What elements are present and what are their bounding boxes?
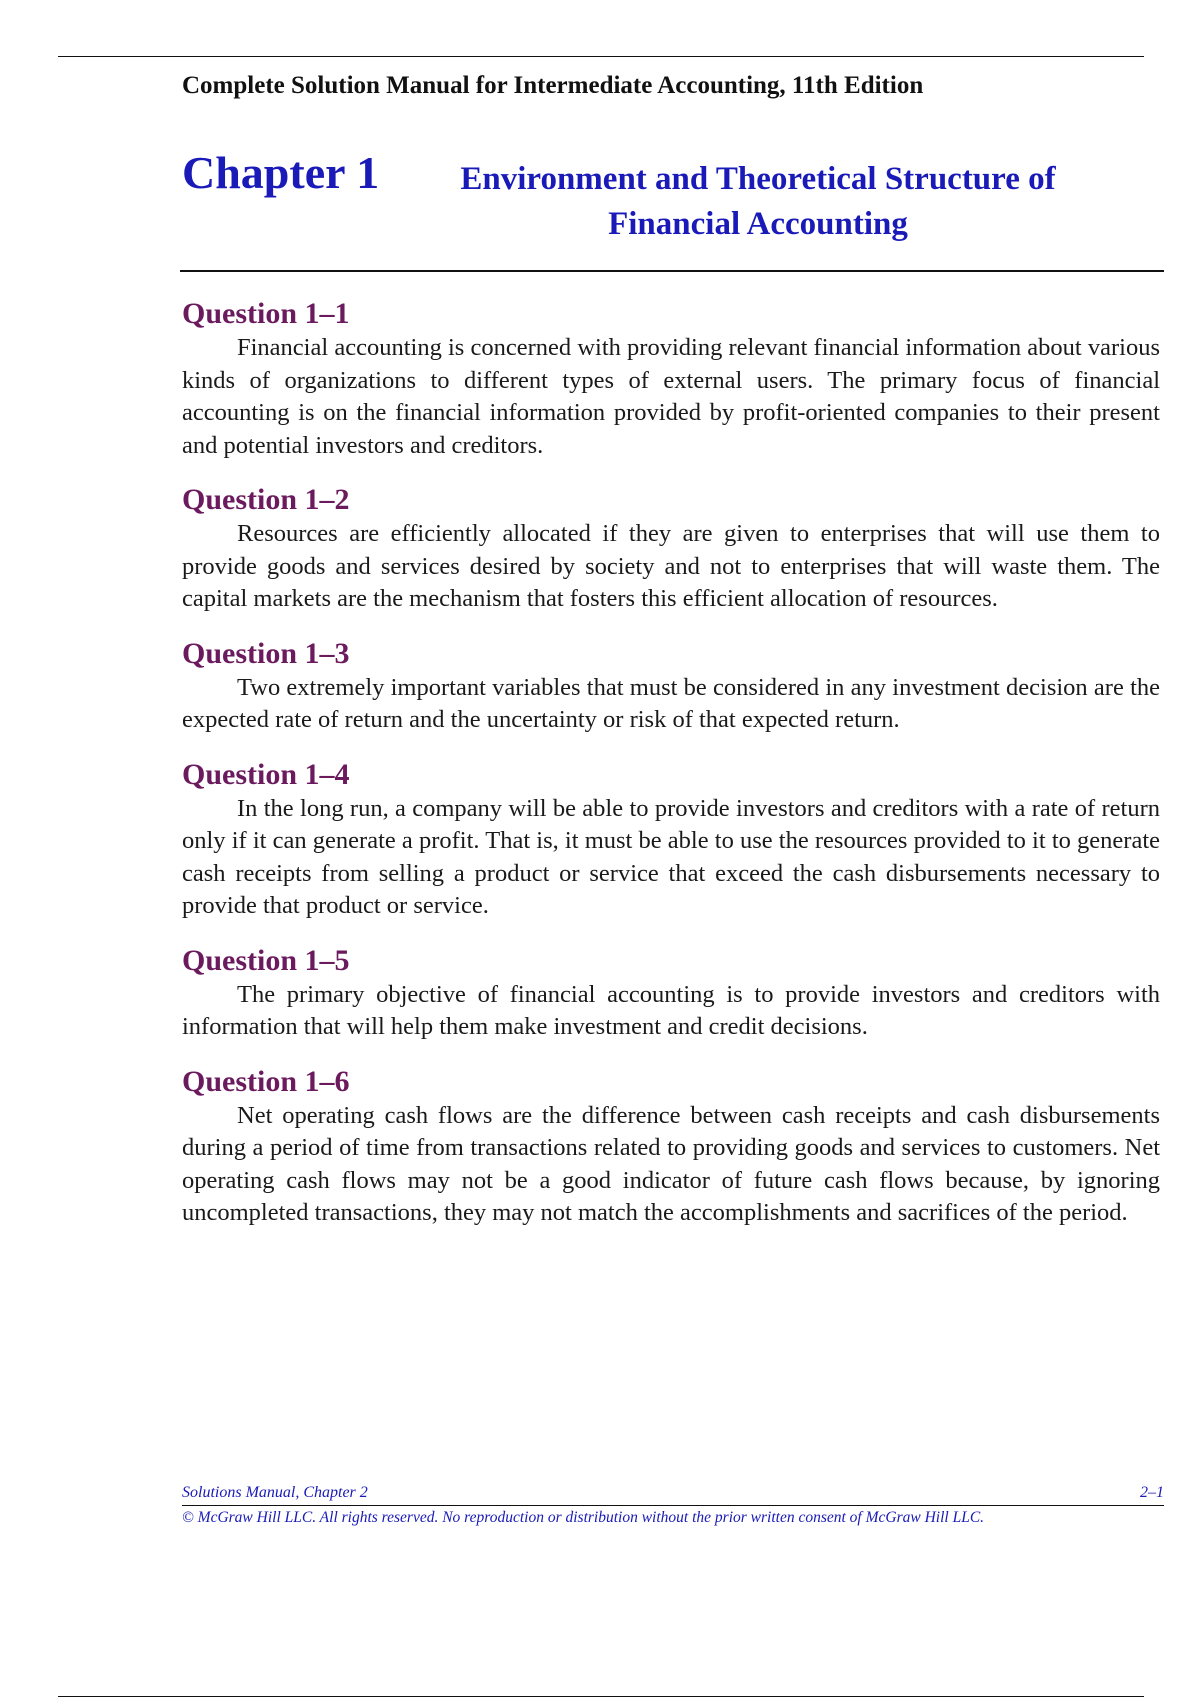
question-1-5 (182, 943, 1160, 1044)
question-heading: Question 1–3 (182, 636, 350, 670)
chapter-label: Chapter 1 (182, 147, 380, 198)
bottom-rule (58, 1696, 1144, 1697)
question-heading: Question 1–6 (182, 1064, 350, 1098)
question-heading: Question 1–5 (182, 943, 350, 977)
chapter-divider (180, 270, 1164, 272)
question-heading: Question 1–4 (182, 757, 350, 791)
question-answer: Two extremely important variables that must be considered in any investment decision are the expected rate of return and the uncertainty or risk of that expected return. (182, 673, 1160, 733)
question-1-4 (182, 757, 1160, 923)
top-rule (58, 56, 1144, 57)
question-answer: Resources are efficiently allocated if they are given to enterprises that will use them to provide goods and services desired by society and not to enterprises that will waste them. The capital markets are the mechanism that fosters this efficient allocation of resources. (182, 520, 1160, 612)
page-footer (182, 1482, 1164, 1530)
question-1-2 (182, 482, 1160, 616)
question-1-3 (182, 636, 1160, 737)
footer-chapter-label: Solutions Manual, Chapter 2 (182, 1484, 368, 1501)
question-heading: Question 1–2 (182, 483, 350, 516)
document-title: Complete Solution Manual for Intermediate Accounting, 11th Edition (182, 72, 924, 99)
footer-page-number: 2–1 (1140, 1484, 1164, 1501)
question-1-1 (182, 296, 1160, 462)
chapter-title: Environment and Theoretical Structure of Financial Accounting (460, 161, 1056, 242)
question-answer: Financial accounting is concerned with providing relevant financial information about various kinds of organizations to different types of external users. The primary focus of financial accounting is on the financial information provided by profit-oriented companies to their present and potential investors and creditors. (182, 334, 1160, 459)
footer-top-line (182, 1482, 1164, 1506)
question-heading: Question 1–1 (182, 297, 350, 330)
question-answer: The primary objective of financial accounting is to provide investors and creditors with information that will help them make investment and credit decisions. (182, 980, 1160, 1040)
footer-copyright: © McGraw Hill LLC. All rights reserved. No reproduction or distribution without the prior written consent of McGraw Hill LLC. (182, 1509, 985, 1526)
question-answer: Net operating cash flows are the difference between cash receipts and cash disbursements during a period of time from transactions related to providing goods and services to customers. Net operating cash flows may not be a good indicator of future cash flows because, by ignoring uncompleted transactions, they may not match the accomplishments and sacrifices of the period. (182, 1101, 1160, 1226)
questions-section (182, 296, 1160, 1250)
question-answer: In the long run, a company will be able to provide investors and creditors with a rate of return only if it can generate a profit. That is, it must be able to use the resources provided to it to generate cash receipts from selling a product or service that exceed the cash disbursements necessary to provide that product or service. (182, 794, 1160, 919)
question-1-6 (182, 1064, 1160, 1230)
